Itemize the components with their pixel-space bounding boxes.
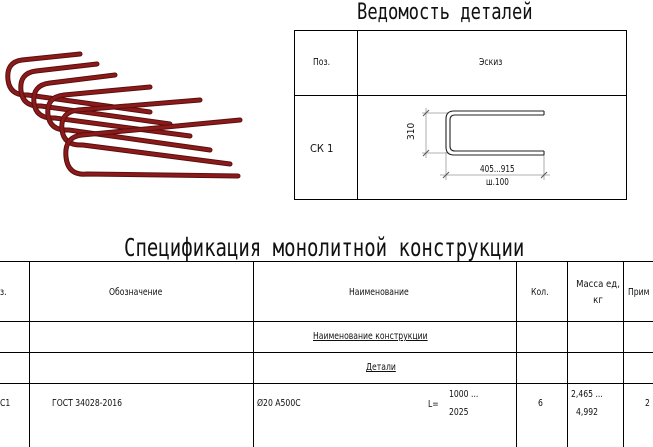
spec-row-c1-length-top: 1000 ... xyxy=(449,389,479,400)
spec-row-construction-name: Наименование конструкции xyxy=(313,331,428,342)
spec-row-c1-pos: С1 xyxy=(0,398,11,409)
spec-row-details: Детали xyxy=(366,362,396,373)
details-col-sketch: Эскиз xyxy=(479,57,503,68)
spec-col-note: Прим xyxy=(628,287,650,298)
spec-row-c1-length-prefix: L= xyxy=(428,399,439,410)
spec-row-c1-designation: ГОСТ 34028-2016 xyxy=(52,398,123,409)
sketch-height-dim: 310 xyxy=(406,122,417,140)
details-col-pos: Поз. xyxy=(313,57,331,68)
sketch-step-label: ш.100 xyxy=(486,177,509,188)
spec-col-name: Наименование xyxy=(349,287,409,298)
details-sheet-title: Ведомость деталей xyxy=(357,0,533,25)
spec-row-c1-name: Ø20 А500С xyxy=(257,398,301,409)
spec-col-qty: Кол. xyxy=(531,287,549,298)
spec-col-pos: з. xyxy=(0,287,7,298)
spec-row-c1-note: 2 xyxy=(645,398,650,409)
spec-col-mass: Масса ед, кг xyxy=(576,279,620,306)
sketch-length-dim: 405...915 xyxy=(480,164,515,175)
spec-row-c1-length-bottom: 2025 xyxy=(449,407,469,418)
details-row-pos: СК 1 xyxy=(310,142,334,155)
spec-col-designation: Обозначение xyxy=(109,287,163,298)
spec-row-c1-mass-bottom: 4,992 xyxy=(576,407,599,418)
spec-row-c1-qty: 6 xyxy=(538,398,543,409)
spec-row-c1-mass-top: 2,465 ... xyxy=(571,389,603,400)
spec-title: Спецификация монолитной конструкции xyxy=(124,233,525,262)
